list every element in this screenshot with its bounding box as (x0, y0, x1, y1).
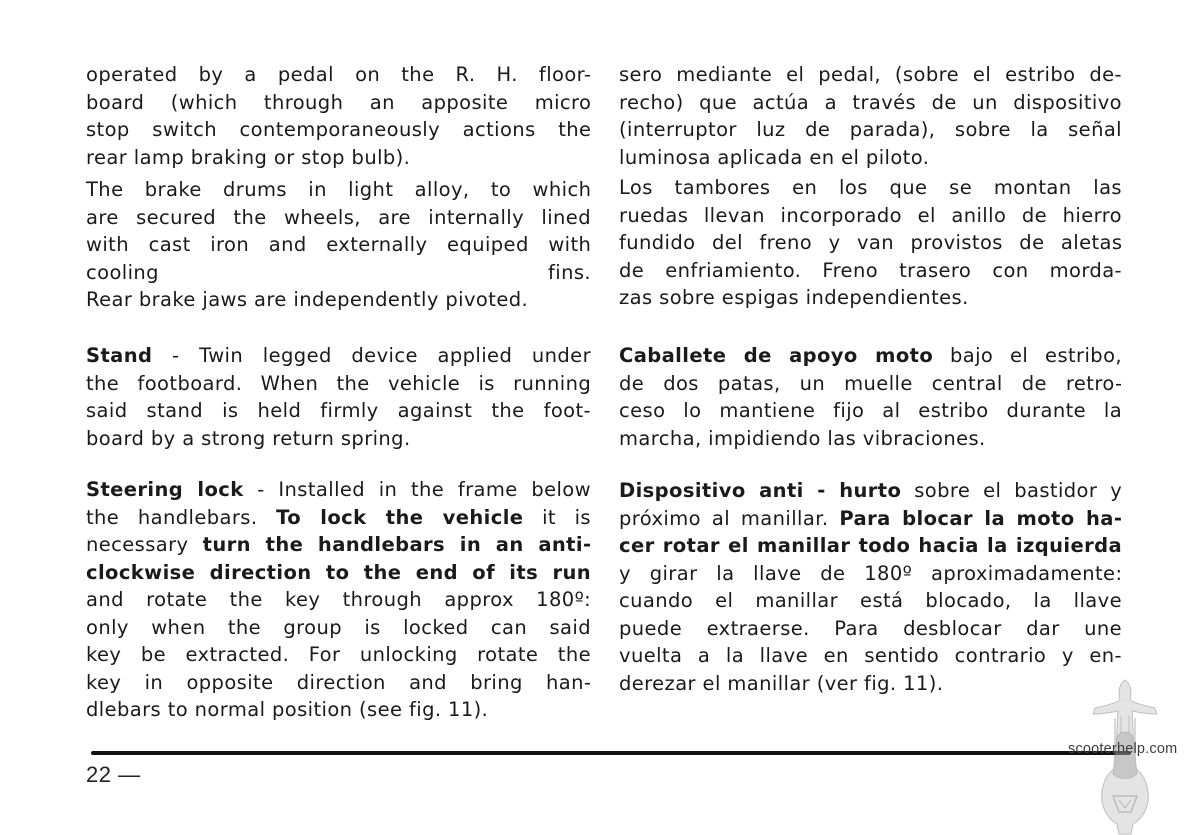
text-line (619, 642, 1122, 670)
text-line (619, 257, 1122, 285)
text-line (619, 116, 1122, 144)
body-text: fundido del freno y van provistos de aletas (619, 231, 1123, 254)
text-line (86, 231, 591, 259)
text-line (86, 614, 591, 642)
body-text: necessary (86, 533, 203, 556)
body-text: stop switch contemporaneously actions the (86, 118, 592, 141)
text-line (86, 61, 591, 89)
body-text: are secured the wheels, are internally lined (86, 205, 591, 229)
text-line (619, 425, 1122, 453)
text-line (86, 559, 591, 587)
text-line (619, 144, 1122, 172)
body-text: puede extraerse. Para desblocar dar une (619, 616, 1122, 640)
body-text: derezar el manillar (ver fig. 11). (619, 671, 944, 695)
body-text: recho) que actúa a través de un dispositivo (619, 90, 1122, 114)
bold-text: Steering lock (86, 478, 244, 501)
text-line (86, 531, 591, 559)
footer-rule (91, 751, 1131, 755)
text-line (619, 89, 1122, 117)
body-text: key be extracted. For unlocking rotate the (86, 643, 591, 666)
steering-lock-paragraph-en (86, 476, 591, 724)
body-text: The brake drums in light alloy, to which (86, 178, 592, 201)
drums-paragraph-es (619, 174, 1122, 312)
body-text: dlebars to normal position (see fig. 11). (86, 698, 489, 721)
bold-text: turn the handlebars in an anti- (202, 533, 592, 556)
body-text: sobre el bastidor y (901, 479, 1123, 502)
body-text: - Twin legged device applied under (152, 344, 591, 367)
bold-text: Caballete de apoyo moto (619, 344, 934, 367)
body-text: and rotate the key through approx 180º: (86, 588, 592, 611)
text-line (619, 532, 1122, 560)
bold-text: Stand (86, 344, 153, 367)
body-text: key in opposite direction and bring han- (86, 670, 592, 694)
text-line (86, 425, 591, 453)
text-line (86, 370, 591, 398)
body-text: board by a strong return spring. (86, 426, 411, 450)
text-line (86, 144, 591, 172)
brake-paragraph-en (86, 61, 591, 171)
body-text: próximo al manillar. (619, 506, 840, 530)
body-text: vuelta a la llave en sentido contrario y en- (619, 644, 1122, 667)
text-line (619, 397, 1122, 425)
body-text: de dos patas, un muelle central de retro- (619, 371, 1123, 395)
body-text: operated by a pedal on the R. H. floor- (86, 63, 592, 86)
text-line (86, 696, 591, 724)
text-line (619, 670, 1122, 698)
bold-text: Para blocar la moto ha- (839, 506, 1123, 530)
page-number: 22 — (86, 762, 141, 787)
body-text: Los tambores en los que se montan las (619, 176, 1122, 199)
drums-paragraph-en (86, 176, 591, 314)
body-text: only when the group is locked can said (86, 615, 591, 639)
text-line (86, 641, 591, 669)
body-text: cooling fins. (86, 260, 591, 284)
bold-text: clockwise direction to the end of its run (86, 560, 592, 584)
text-line (86, 669, 591, 697)
steering-lock-paragraph-es (619, 477, 1122, 697)
text-line (86, 259, 591, 287)
text-line (86, 397, 591, 425)
text-line (619, 202, 1122, 230)
body-text: zas sobre espigas independientes. (619, 286, 969, 309)
watermark-text: scooterhelp.com (1068, 741, 1178, 757)
text-line (86, 342, 591, 370)
text-line (619, 615, 1122, 643)
body-text: bajo el estribo, (933, 344, 1122, 367)
text-line (619, 560, 1122, 588)
text-line (86, 286, 591, 314)
body-text: with cast iron and externally equiped with (86, 233, 592, 256)
body-text: rear lamp braking or stop bulb). (86, 145, 411, 169)
text-line (86, 204, 591, 232)
text-line (86, 89, 591, 117)
text-line (619, 174, 1122, 202)
text-line (619, 477, 1122, 505)
text-line (619, 229, 1122, 257)
text-line (619, 61, 1122, 89)
bold-text: cer rotar el manillar todo hacia la izquierda (619, 534, 1123, 557)
body-text: (interruptor luz de parada), sobre la señal (619, 118, 1122, 141)
body-text: it is (523, 505, 591, 529)
body-text: y girar la llave de 180º aproximadamente: (619, 561, 1123, 585)
text-line (619, 342, 1122, 370)
body-text: marcha, impidiendo las vibraciones. (619, 426, 986, 450)
body-text: - Installed in the frame below (243, 478, 591, 501)
body-text: ceso lo mantiene fijo al estribo durante la (619, 399, 1123, 422)
bold-text: Dispositivo anti - hurto (619, 479, 902, 502)
text-line (86, 586, 591, 614)
body-text: Rear brake jaws are independently pivoted. (86, 288, 529, 311)
text-line (86, 476, 591, 504)
body-text: said stand is held firmly against the foot- (86, 399, 591, 422)
brake-paragraph-es (619, 61, 1122, 171)
text-line (619, 284, 1122, 312)
body-text: luminosa aplicada en el piloto. (619, 145, 930, 169)
bold-text: To lock the vehicle (276, 505, 524, 529)
body-text: ruedas llevan incorporado el anillo de hierro (619, 203, 1123, 227)
text-line (619, 505, 1122, 533)
stand-paragraph-es (619, 342, 1122, 452)
body-text: board (which through an apposite micro (86, 90, 592, 114)
text-line (86, 504, 591, 532)
body-text: cuando el manillar está blocado, la llave (619, 589, 1122, 612)
body-text: de enfriamiento. Freno trasero con morda- (619, 258, 1122, 282)
body-text: the footboard. When the vehicle is running (86, 371, 592, 395)
text-line (86, 116, 591, 144)
stand-paragraph-en (86, 342, 591, 452)
text-line (86, 176, 591, 204)
body-text: the handlebars. (86, 505, 277, 529)
text-line (619, 587, 1122, 615)
body-text: sero mediante el pedal, (sobre el estribo de- (619, 63, 1122, 86)
text-line (619, 370, 1122, 398)
